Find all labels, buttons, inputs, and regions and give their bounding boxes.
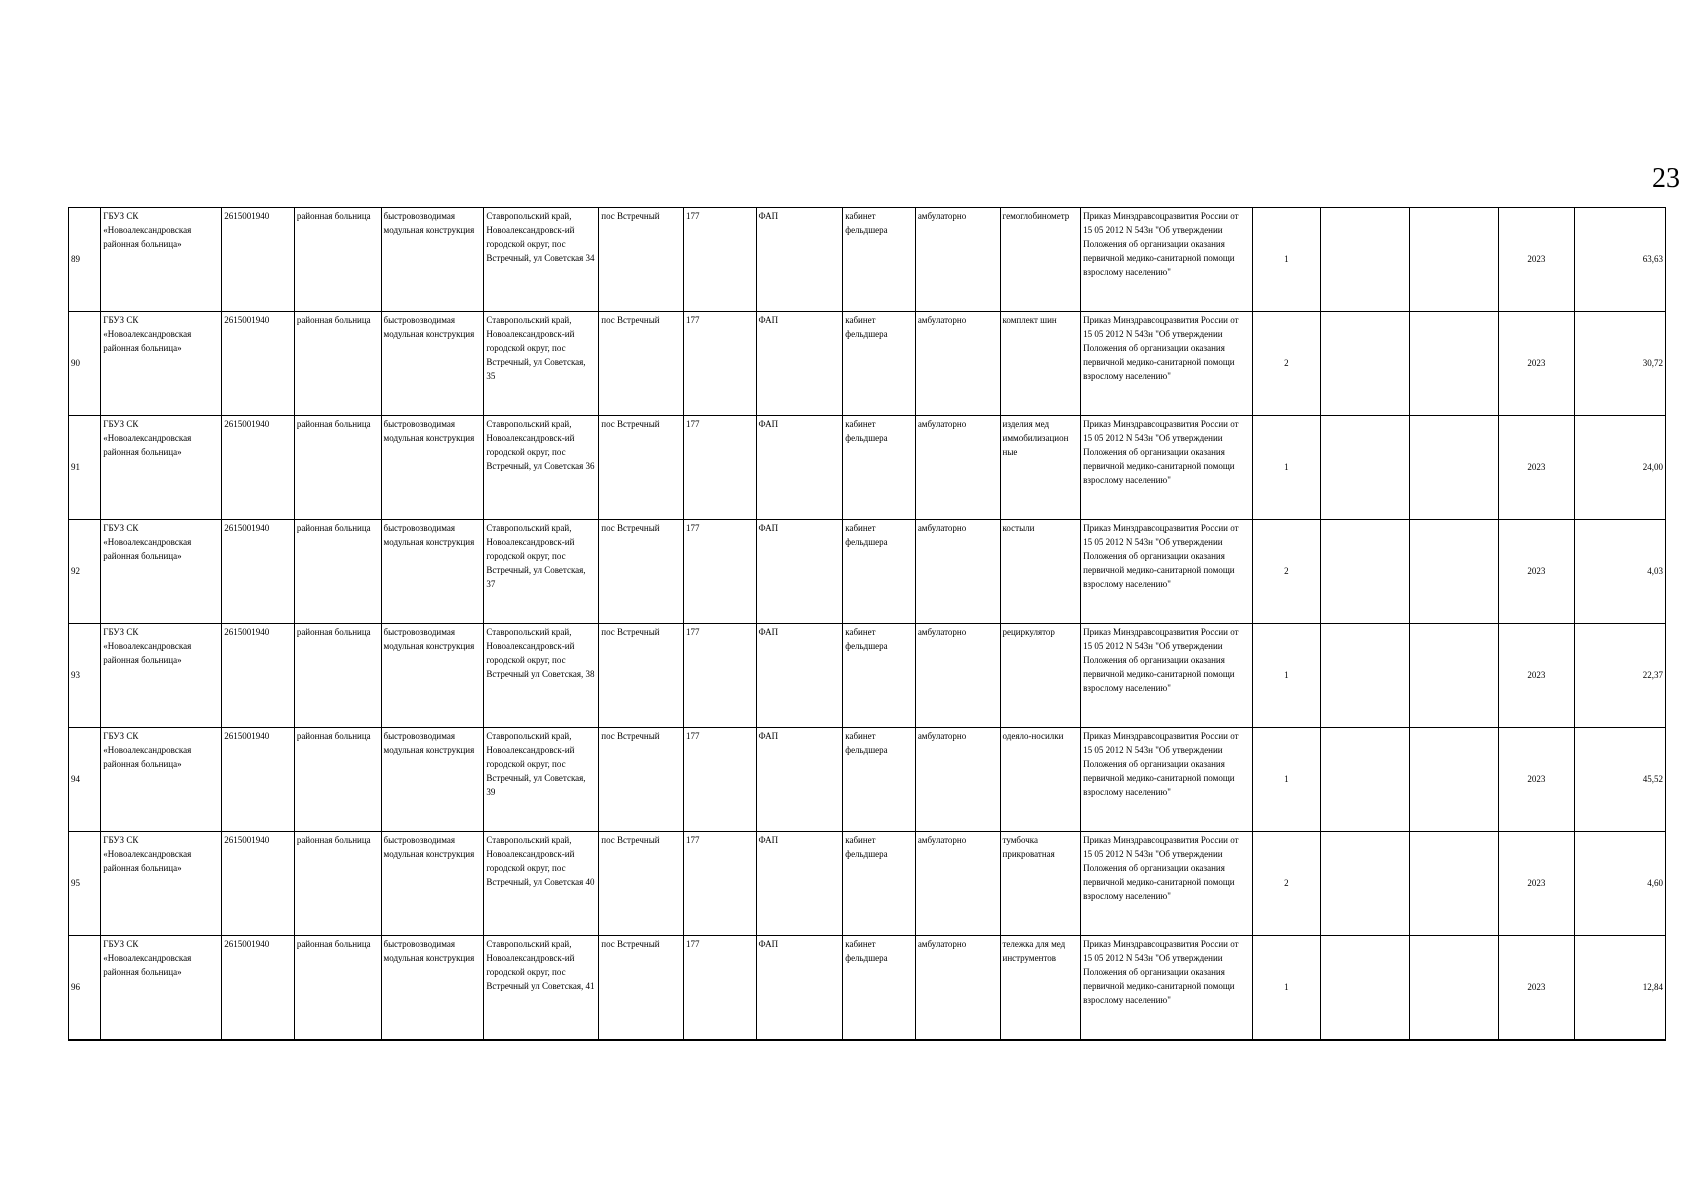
unit-cell: ФАП <box>756 728 843 832</box>
population-cell: 177 <box>683 208 756 312</box>
table-row <box>69 312 1666 416</box>
row-number: 94 <box>69 728 101 832</box>
empty-cell <box>1321 624 1410 728</box>
year-cell: 2023 <box>1498 520 1575 624</box>
sum-cell: 4,60 <box>1575 832 1666 936</box>
inn-cell: 2615001940 <box>222 832 295 936</box>
year-cell: 2023 <box>1498 936 1575 1040</box>
population-cell: 177 <box>683 520 756 624</box>
equipment-cell: изделия мед иммобилизацион ные <box>1000 416 1081 520</box>
institution-type-cell: районная больница <box>294 312 381 416</box>
sum-cell: 45,52 <box>1575 728 1666 832</box>
institution-type-cell: районная больница <box>294 416 381 520</box>
empty-cell <box>1409 312 1498 416</box>
organization-cell: ГБУЗ СК «Новоалександровская районная больница» <box>101 520 222 624</box>
unit-cell: ФАП <box>756 624 843 728</box>
regulation-cell: Приказ Минздравсоцразвития России от 15 05 2012 N 543н "Об утверждении Положения об организации оказания первичной медико-санитарной помощи взрослому населению" <box>1081 416 1252 520</box>
inn-cell: 2615001940 <box>222 624 295 728</box>
organization-cell: ГБУЗ СК «Новоалександровская районная больница» <box>101 208 222 312</box>
room-cell: кабинет фельдшера <box>843 416 916 520</box>
row-number: 95 <box>69 832 101 936</box>
regulation-cell: Приказ Минздравсоцразвития России от 15 05 2012 N 543н "Об утверждении Положения об организации оказания первичной медико-санитарной помощи взрослому населению" <box>1081 728 1252 832</box>
locality-cell: пос Встречный <box>599 728 684 832</box>
equipment-cell: одеяло-носилки <box>1000 728 1081 832</box>
organization-cell: ГБУЗ СК «Новоалександровская районная больница» <box>101 624 222 728</box>
unit-cell: ФАП <box>756 312 843 416</box>
year-cell: 2023 <box>1498 416 1575 520</box>
locality-cell: пос Встречный <box>599 832 684 936</box>
address-cell: Ставропольский край, Новоалександровск-ий городской округ, пос Встречный, ул Советская, 39 <box>484 728 599 832</box>
table-row <box>69 416 1666 520</box>
regulation-cell: Приказ Минздравсоцразвития России от 15 05 2012 N 543н "Об утверждении Положения об организации оказания первичной медико-санитарной помощи взрослому населению" <box>1081 624 1252 728</box>
institution-type-cell: районная больница <box>294 832 381 936</box>
locality-cell: пос Встречный <box>599 624 684 728</box>
address-cell: Ставропольский край, Новоалександровск-ий городской округ, пос Встречный, ул Советская 34 <box>484 208 599 312</box>
empty-cell <box>1409 624 1498 728</box>
unit-cell: ФАП <box>756 832 843 936</box>
row-number: 93 <box>69 624 101 728</box>
room-cell: кабинет фельдшера <box>843 728 916 832</box>
equipment-cell: гемоглобинометр <box>1000 208 1081 312</box>
room-cell: кабинет фельдшера <box>843 312 916 416</box>
sum-cell: 30,72 <box>1575 312 1666 416</box>
empty-cell <box>1321 936 1410 1040</box>
organization-cell: ГБУЗ СК «Новоалександровская районная больница» <box>101 728 222 832</box>
table-row <box>69 936 1666 1040</box>
building-type-cell: быстровозводимая модульная конструкция <box>381 416 484 520</box>
care-form-cell: амбулаторно <box>915 208 1000 312</box>
unit-cell: ФАП <box>756 416 843 520</box>
empty-cell <box>1409 936 1498 1040</box>
unit-cell: ФАП <box>756 520 843 624</box>
care-form-cell: амбулаторно <box>915 832 1000 936</box>
building-type-cell: быстровозводимая модульная конструкция <box>381 312 484 416</box>
empty-cell <box>1409 520 1498 624</box>
quantity-cell: 1 <box>1252 208 1321 312</box>
care-form-cell: амбулаторно <box>915 624 1000 728</box>
quantity-cell: 2 <box>1252 312 1321 416</box>
year-cell: 2023 <box>1498 624 1575 728</box>
population-cell: 177 <box>683 728 756 832</box>
inn-cell: 2615001940 <box>222 728 295 832</box>
locality-cell: пос Встречный <box>599 520 684 624</box>
table-row <box>69 520 1666 624</box>
table-row <box>69 728 1666 832</box>
quantity-cell: 1 <box>1252 936 1321 1040</box>
locality-cell: пос Встречный <box>599 416 684 520</box>
care-form-cell: амбулаторно <box>915 728 1000 832</box>
year-cell: 2023 <box>1498 312 1575 416</box>
population-cell: 177 <box>683 312 756 416</box>
empty-cell <box>1321 416 1410 520</box>
care-form-cell: амбулаторно <box>915 312 1000 416</box>
year-cell: 2023 <box>1498 832 1575 936</box>
room-cell: кабинет фельдшера <box>843 624 916 728</box>
sum-cell: 63,63 <box>1575 208 1666 312</box>
quantity-cell: 2 <box>1252 520 1321 624</box>
empty-cell <box>1321 728 1410 832</box>
population-cell: 177 <box>683 624 756 728</box>
row-number: 90 <box>69 312 101 416</box>
inn-cell: 2615001940 <box>222 416 295 520</box>
equipment-cell: тележка для мед инструментов <box>1000 936 1081 1040</box>
sum-cell: 24,00 <box>1575 416 1666 520</box>
row-number: 96 <box>69 936 101 1040</box>
address-cell: Ставропольский край, Новоалександровск-ий городской округ, пос Встречный, ул Советская, 35 <box>484 312 599 416</box>
page-number: 23 <box>1652 163 1680 194</box>
population-cell: 177 <box>683 936 756 1040</box>
inn-cell: 2615001940 <box>222 312 295 416</box>
equipment-cell: комплект шин <box>1000 312 1081 416</box>
locality-cell: пос Встречный <box>599 312 684 416</box>
regulation-cell: Приказ Минздравсоцразвития России от 15 05 2012 N 543н "Об утверждении Положения об организации оказания первичной медико-санитарной помощи взрослому населению" <box>1081 936 1252 1040</box>
building-type-cell: быстровозводимая модульная конструкция <box>381 936 484 1040</box>
building-type-cell: быстровозводимая модульная конструкция <box>381 520 484 624</box>
population-cell: 177 <box>683 416 756 520</box>
address-cell: Ставропольский край, Новоалександровск-ий городской округ, пос Встречный ул Советская, 41 <box>484 936 599 1040</box>
empty-cell <box>1321 832 1410 936</box>
year-cell: 2023 <box>1498 208 1575 312</box>
row-number: 91 <box>69 416 101 520</box>
care-form-cell: амбулаторно <box>915 520 1000 624</box>
building-type-cell: быстровозводимая модульная конструкция <box>381 832 484 936</box>
address-cell: Ставропольский край, Новоалександровск-ий городской округ, пос Встречный, ул Советская 40 <box>484 832 599 936</box>
organization-cell: ГБУЗ СК «Новоалександровская районная больница» <box>101 312 222 416</box>
quantity-cell: 1 <box>1252 624 1321 728</box>
institution-type-cell: районная больница <box>294 936 381 1040</box>
organization-cell: ГБУЗ СК «Новоалександровская районная больница» <box>101 936 222 1040</box>
inn-cell: 2615001940 <box>222 520 295 624</box>
locality-cell: пос Встречный <box>599 936 684 1040</box>
equipment-cell: костыли <box>1000 520 1081 624</box>
address-cell: Ставропольский край, Новоалександровск-ий городской округ, пос Встречный ул Советская, 38 <box>484 624 599 728</box>
row-number: 89 <box>69 208 101 312</box>
sum-cell: 4,03 <box>1575 520 1666 624</box>
quantity-cell: 2 <box>1252 832 1321 936</box>
room-cell: кабинет фельдшера <box>843 208 916 312</box>
year-cell: 2023 <box>1498 728 1575 832</box>
quantity-cell: 1 <box>1252 728 1321 832</box>
row-number: 92 <box>69 520 101 624</box>
building-type-cell: быстровозводимая модульная конструкция <box>381 624 484 728</box>
unit-cell: ФАП <box>756 936 843 1040</box>
organization-cell: ГБУЗ СК «Новоалександровская районная больница» <box>101 416 222 520</box>
room-cell: кабинет фельдшера <box>843 832 916 936</box>
inn-cell: 2615001940 <box>222 936 295 1040</box>
empty-cell <box>1321 520 1410 624</box>
address-cell: Ставропольский край, Новоалександровск-ий городской округ, пос Встречный, ул Советская, 37 <box>484 520 599 624</box>
equipment-registry-table <box>68 207 1666 1041</box>
sum-cell: 12,84 <box>1575 936 1666 1040</box>
institution-type-cell: районная больница <box>294 208 381 312</box>
population-cell: 177 <box>683 832 756 936</box>
institution-type-cell: районная больница <box>294 728 381 832</box>
institution-type-cell: районная больница <box>294 520 381 624</box>
care-form-cell: амбулаторно <box>915 936 1000 1040</box>
building-type-cell: быстровозводимая модульная конструкция <box>381 728 484 832</box>
building-type-cell: быстровозводимая модульная конструкция <box>381 208 484 312</box>
table-row <box>69 208 1666 312</box>
empty-cell <box>1409 208 1498 312</box>
equipment-cell: рециркулятор <box>1000 624 1081 728</box>
sum-cell: 22,37 <box>1575 624 1666 728</box>
address-cell: Ставропольский край, Новоалександровск-ий городской округ, пос Встречный, ул Советская 36 <box>484 416 599 520</box>
institution-type-cell: районная больница <box>294 624 381 728</box>
care-form-cell: амбулаторно <box>915 416 1000 520</box>
table-row <box>69 624 1666 728</box>
locality-cell: пос Встречный <box>599 208 684 312</box>
equipment-cell: тумбочка прикроватная <box>1000 832 1081 936</box>
room-cell: кабинет фельдшера <box>843 520 916 624</box>
regulation-cell: Приказ Минздравсоцразвития России от 15 05 2012 N 543н "Об утверждении Положения об организации оказания первичной медико-санитарной помощи взрослому населению" <box>1081 832 1252 936</box>
unit-cell: ФАП <box>756 208 843 312</box>
room-cell: кабинет фельдшера <box>843 936 916 1040</box>
quantity-cell: 1 <box>1252 416 1321 520</box>
regulation-cell: Приказ Минздравсоцразвития России от 15 05 2012 N 543н "Об утверждении Положения об организации оказания первичной медико-санитарной помощи взрослому населению" <box>1081 312 1252 416</box>
regulation-cell: Приказ Минздравсоцразвития России от 15 05 2012 N 543н "Об утверждении Положения об организации оказания первичной медико-санитарной помощи взрослому населению" <box>1081 520 1252 624</box>
empty-cell <box>1409 832 1498 936</box>
empty-cell <box>1321 208 1410 312</box>
table-row <box>69 832 1666 936</box>
empty-cell <box>1409 728 1498 832</box>
empty-cell <box>1321 312 1410 416</box>
organization-cell: ГБУЗ СК «Новоалександровская районная больница» <box>101 832 222 936</box>
inn-cell: 2615001940 <box>222 208 295 312</box>
regulation-cell: Приказ Минздравсоцразвития России от 15 05 2012 N 543н "Об утверждении Положения об организации оказания первичной медико-санитарной помощи взрослому населению" <box>1081 208 1252 312</box>
empty-cell <box>1409 416 1498 520</box>
